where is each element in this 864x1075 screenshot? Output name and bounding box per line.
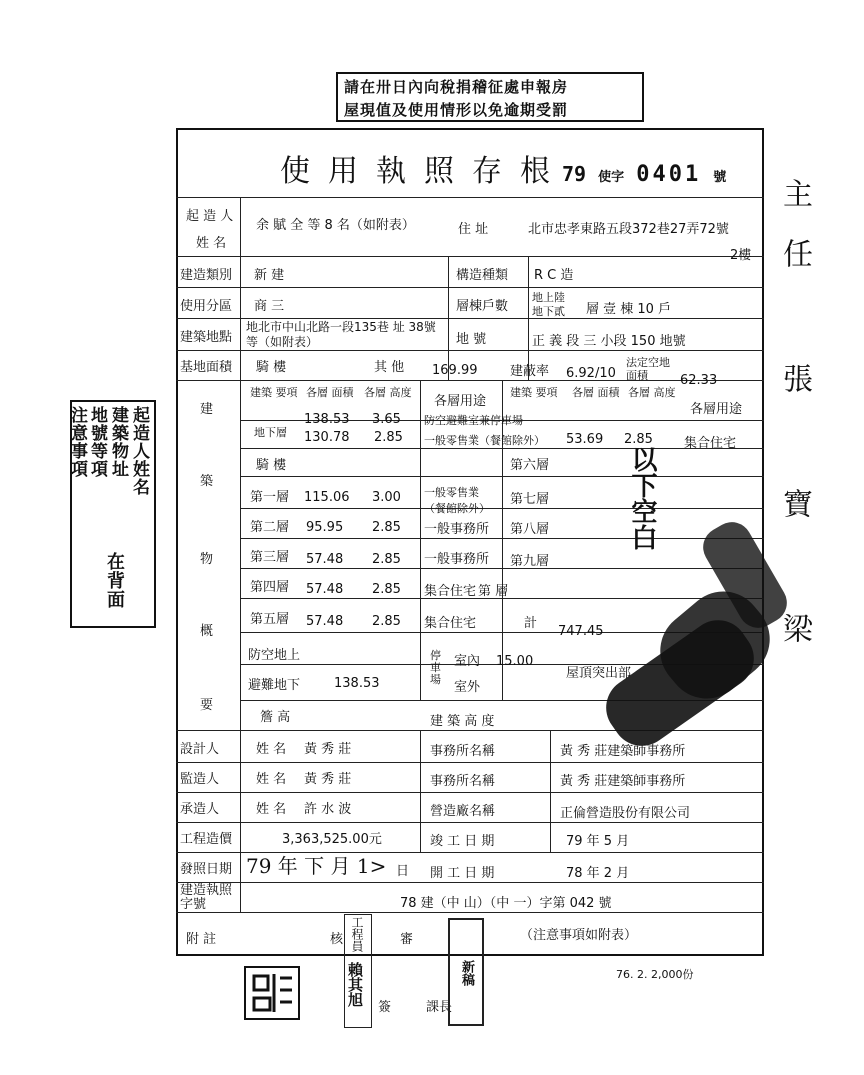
designer-name: 黃 秀 莊: [304, 742, 352, 757]
supervisor-office-label: 事務所名稱: [430, 774, 496, 789]
floor-name-5: 第五層: [250, 612, 290, 627]
sign-label: 簽: [378, 1000, 392, 1015]
zoning-value: 商 三: [254, 299, 285, 314]
contractor-name-label: 姓 名: [256, 802, 287, 817]
rfloor-name-9: 第九層: [510, 554, 550, 569]
roof-label: 屋頂突出部: [566, 666, 632, 681]
side-note-col-1: 起造人姓名: [129, 406, 149, 496]
floor-area-b1: 138.53: [304, 412, 350, 427]
issue-day: 日: [396, 864, 410, 879]
site-label: 建築地點: [180, 330, 233, 345]
start-label: 開 工 日 期: [430, 866, 495, 881]
check-label: 核: [330, 932, 344, 947]
floor-use-1: 一般零售業（餐館除外）: [424, 486, 490, 515]
shelter-value: 138.53: [334, 676, 380, 691]
head-height: 各層 高度: [364, 386, 412, 399]
designer-name-label: 姓 名: [256, 742, 287, 757]
contractor-firm-label: 營造廠名稱: [430, 804, 496, 819]
floor-area-b2: 130.78: [304, 430, 350, 445]
side-note-col-3: 地號等項: [87, 406, 107, 478]
structure-label: 構造種類: [456, 268, 509, 283]
floor-area-3: 57.48: [306, 552, 344, 567]
floors-below: 地下貳: [532, 305, 565, 318]
floors-label: 層棟戶數: [456, 299, 509, 314]
page-title: 使用執照存根: [280, 154, 568, 189]
coverage-label: 建蔽率: [510, 364, 550, 379]
building-label-2: 築: [200, 474, 214, 489]
supervisor-name: 黃 秀 莊: [304, 772, 352, 787]
rfloor-use-6: 集合住宅: [684, 436, 737, 451]
construction-type-value: 新 建: [254, 268, 285, 283]
permit-year: 79: [562, 162, 587, 186]
floor-area-5: 57.48: [306, 614, 344, 629]
owner-floor: 2樓: [730, 248, 752, 263]
supervisor-office: 黃 秀 莊建築師事務所: [560, 774, 686, 789]
floor-name-3: 第三層: [250, 550, 290, 565]
floor-height-4: 2.85: [372, 582, 401, 597]
parking-label: 停車場: [430, 649, 441, 686]
lot-value: 正 義 段 三 小段 150 地號: [532, 334, 686, 349]
rfloor-name-10: 第 層: [478, 584, 509, 599]
arcade-label: 騎 樓: [256, 360, 287, 375]
building-label-4: 概: [200, 624, 214, 639]
chief-label: 課長: [426, 1000, 453, 1015]
site-area-label: 基地面積: [180, 360, 233, 375]
designer-office: 黃 秀 莊建築師事務所: [560, 744, 686, 759]
building-label-3: 物: [200, 552, 214, 567]
floor-name-2: 第二層: [250, 520, 290, 535]
building-label-1: 建: [200, 402, 214, 417]
floors-above: 地上陸: [532, 291, 565, 304]
floor-use-3: 一般事務所: [424, 552, 490, 567]
floor-height-3: 2.85: [372, 552, 401, 567]
total-value: 747.45: [558, 624, 604, 639]
structure-value: R C 造: [534, 268, 574, 283]
remarks-value: （注意事項如附表）: [520, 928, 638, 943]
owner-label-1: 起 造 人: [186, 209, 234, 224]
legal-open-value: 62.33: [680, 373, 718, 388]
floor-use-5: 集合住宅: [424, 616, 477, 631]
building-height-label: 建 築 高 度: [430, 714, 495, 729]
floor-use-b1: 防空避難室兼停車場: [424, 414, 523, 427]
floor-name-b1: 地下層: [254, 426, 287, 439]
floor-area-2: 95.95: [306, 520, 344, 535]
side-note-col-2: 建築物址: [108, 406, 128, 478]
form-footer: 76. 2. 2,000份: [616, 968, 694, 981]
floor-height-b1: 3.65: [372, 412, 401, 427]
supervisor-label: 監造人: [180, 772, 220, 787]
side-note-col-4: 注意事項: [67, 406, 87, 478]
red-seal-stamp: [244, 966, 300, 1020]
rfloor-name-6: 第六層: [510, 458, 550, 473]
floor-area-4: 57.48: [306, 582, 344, 597]
legal-open-label: 法定空地面積: [626, 356, 670, 382]
issue-date: 79 年 下 月 1>: [246, 854, 387, 878]
floor-use-b2: 一般零售業（餐館除外）: [424, 434, 545, 447]
rfloor-name-8: 第八層: [510, 522, 550, 537]
notice-line-1: 請在卅日內向稅捐稽征處申報房: [344, 78, 569, 96]
build-permit-label: 建造執照字號: [180, 883, 233, 912]
floor-height-2: 2.85: [372, 520, 401, 535]
cost-label: 工程造價: [180, 832, 233, 847]
floor-name-arcade: 騎 樓: [256, 458, 287, 473]
seal-text: 新稿: [459, 960, 474, 986]
seal-glyph-icon: [246, 968, 298, 1018]
owner-address: 北市忠孝東路五段372巷27弄72號: [528, 222, 729, 237]
contractor-firm: 正倫營造股份有限公司: [560, 806, 691, 821]
issue-label: 發照日期: [180, 862, 233, 877]
completion-date: 79 年 5 月: [566, 834, 630, 849]
eave-label: 簷 高: [260, 710, 291, 725]
head-floor: 建築 要項: [250, 386, 298, 399]
other-area: 169.99: [432, 363, 478, 378]
head-floor-right: 建築 要項: [510, 386, 558, 399]
parking-outdoor: 室外: [454, 680, 481, 695]
zoning-label: 使用分區: [180, 299, 233, 314]
floor-height-5: 2.85: [372, 614, 401, 629]
floor-use-4: 集合住宅: [424, 584, 477, 599]
head-height-right: 各層 高度: [628, 386, 676, 399]
floor-name-1: 第一層: [250, 490, 290, 505]
head-area-right: 各層 面積: [572, 386, 620, 399]
rfloor-area-6: 53.69: [566, 432, 604, 447]
floor-use-2: 一般事務所: [424, 522, 490, 537]
head-area: 各層 面積: [306, 386, 354, 399]
designer-label: 設計人: [180, 742, 220, 757]
engineer-label: 工程員: [350, 916, 364, 952]
permit-number: [562, 162, 726, 187]
site-value: 地北市中山北路一段135巷 址 38號等（如附表）: [246, 320, 436, 349]
head-use-right: 各層用途: [690, 402, 743, 417]
side-note-extra: 在背面: [104, 552, 125, 609]
units-text: 層 壹 棟 10 戶: [586, 302, 672, 317]
blank-below-stamp: 以下空白: [627, 446, 657, 550]
designer-office-label: 事務所名稱: [430, 744, 496, 759]
remarks-label: 附 註: [186, 932, 217, 947]
floor-name-4: 第四層: [250, 580, 290, 595]
completion-label: 竣 工 日 期: [430, 834, 495, 849]
contractor-label: 承造人: [180, 802, 220, 817]
owner-label-2: 姓 名: [196, 236, 227, 251]
review-label: 審: [400, 932, 414, 947]
floor-height-1: 3.00: [372, 490, 401, 505]
contractor-name: 許 水 波: [304, 802, 352, 817]
parking-indoor: 室內: [454, 654, 481, 669]
engineer-name: 賴其旭: [346, 962, 364, 1007]
margin-handwriting: 主任 張 寶 梁: [777, 178, 812, 673]
notice-line-2: 屋現值及使用情形以免逾期受罰: [344, 101, 569, 119]
shelter-label-1: 防空地上: [248, 648, 301, 663]
owner-names: 余 賦 全 等 8 名（如附表）: [256, 218, 415, 233]
build-permit-value: 78 建（中 山）（中 一）字第 042 號: [400, 896, 612, 911]
supervisor-name-label: 姓 名: [256, 772, 287, 787]
shelter-label-2: 避難地下: [248, 678, 301, 693]
cost-value: 3,363,525.00元: [282, 832, 382, 847]
permit-serial: 0401: [636, 162, 702, 187]
parking-indoor-value: 15.00: [496, 654, 534, 669]
permit-suffix: 號: [713, 170, 727, 185]
start-date: 78 年 2 月: [566, 866, 630, 881]
address-label: 住 址: [458, 222, 489, 237]
tax-notice-stamp: [336, 72, 644, 122]
total-label: 計: [524, 616, 538, 631]
side-note-box: [67, 400, 156, 628]
rfloor-height-6: 2.85: [624, 432, 653, 447]
permit-type: 使字: [598, 170, 625, 185]
floor-height-b2: 2.85: [374, 430, 403, 445]
coverage-value: 6.92/10: [566, 366, 616, 381]
rfloor-name-7: 第七層: [510, 492, 550, 507]
floor-area-1: 115.06: [304, 490, 350, 505]
head-use: 各層用途: [434, 394, 487, 409]
lot-label: 地 號: [456, 332, 487, 347]
other-label: 其 他: [374, 360, 405, 375]
building-label-5: 要: [200, 698, 214, 713]
construction-type-label: 建造類別: [180, 268, 233, 283]
